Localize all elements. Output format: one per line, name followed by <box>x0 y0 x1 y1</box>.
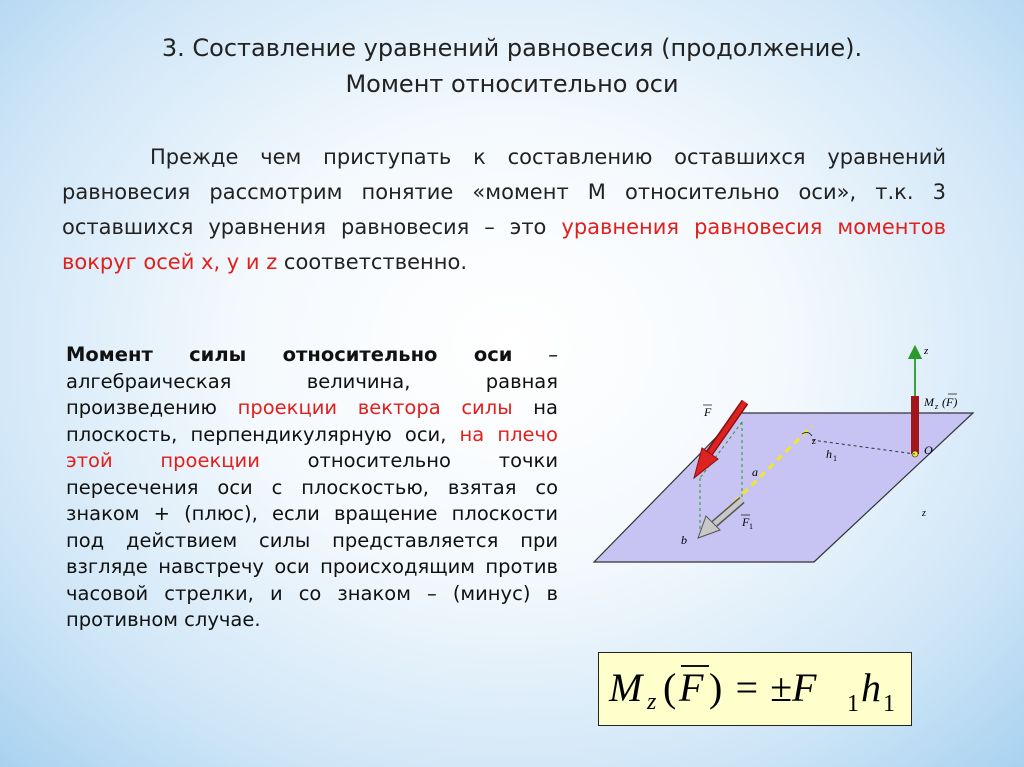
definition-term: Момент силы относительно оси <box>66 343 513 366</box>
label-mz-m: M <box>924 395 934 409</box>
intro-highlight: уравнения равновесия моментов вокруг осей x, y и z <box>62 215 946 274</box>
definition-paragraph <box>66 342 558 634</box>
definition-text-3: относительно точки пересечения оси с плоскостью, взятая со знаком + (плюс), если вращение плоскости под действием силы представляется при взгляде навстречу оси происходящим против часовой стрелки, и со знаком – (минус) в противном случае. <box>66 449 558 631</box>
title-line-2: Момент относительно оси <box>345 70 679 98</box>
label-mz-f: (F) <box>942 395 958 409</box>
intro-paragraph <box>62 140 946 280</box>
label-h: h <box>826 447 832 461</box>
formula-rhs: = ±F <box>733 665 817 710</box>
formula-svg <box>599 653 910 724</box>
formula-h: h <box>861 665 881 710</box>
formula-rparen: ) <box>709 665 723 710</box>
label-h-sub: 1 <box>833 454 837 463</box>
definition-text-2: на плоскость, перпендикулярную оси, <box>66 396 558 446</box>
formula-box <box>598 652 912 726</box>
intro-text-end: соответственно. <box>277 250 467 274</box>
title-line-1: 3. Составление уравнений равновесия (продолжение). <box>161 34 863 62</box>
definition-text-1: – алгебраическая величина, равная произведению <box>66 343 558 419</box>
label-O: O <box>924 443 933 457</box>
label-F: F <box>704 405 712 419</box>
label-mz-z: z <box>935 402 939 411</box>
definition-highlight-1: проекции вектора силы <box>237 396 513 419</box>
formula-sub-1b: 1 <box>883 691 895 717</box>
label-F1-sub: 1 <box>749 522 753 531</box>
moment-diagram <box>580 340 980 570</box>
formula-sub-1a: 1 <box>847 691 859 717</box>
formula-z: z <box>647 689 657 715</box>
label-z-top: z <box>924 345 929 357</box>
formula-f: F <box>679 665 704 710</box>
definition-highlight-2: на плечо этой проекции <box>66 422 558 472</box>
label-a: a <box>752 465 758 479</box>
moment-vector-bar <box>911 396 919 454</box>
formula-lparen: ( <box>663 665 677 710</box>
label-F1: F <box>742 515 750 529</box>
label-b: b <box>681 533 687 547</box>
label-z-right: z <box>922 508 926 519</box>
intro-text: Прежде чем приступать к составлению оставшихся уравнений равновесия рассмотрим понятие «момент М относительно оси», т.к. 3 оставшихся уравнения равновесия – это <box>62 145 946 239</box>
slide-title <box>60 30 964 102</box>
formula-m: M <box>609 665 643 710</box>
moment-diagram-svg <box>580 340 980 570</box>
label-z-line: z <box>812 436 816 447</box>
